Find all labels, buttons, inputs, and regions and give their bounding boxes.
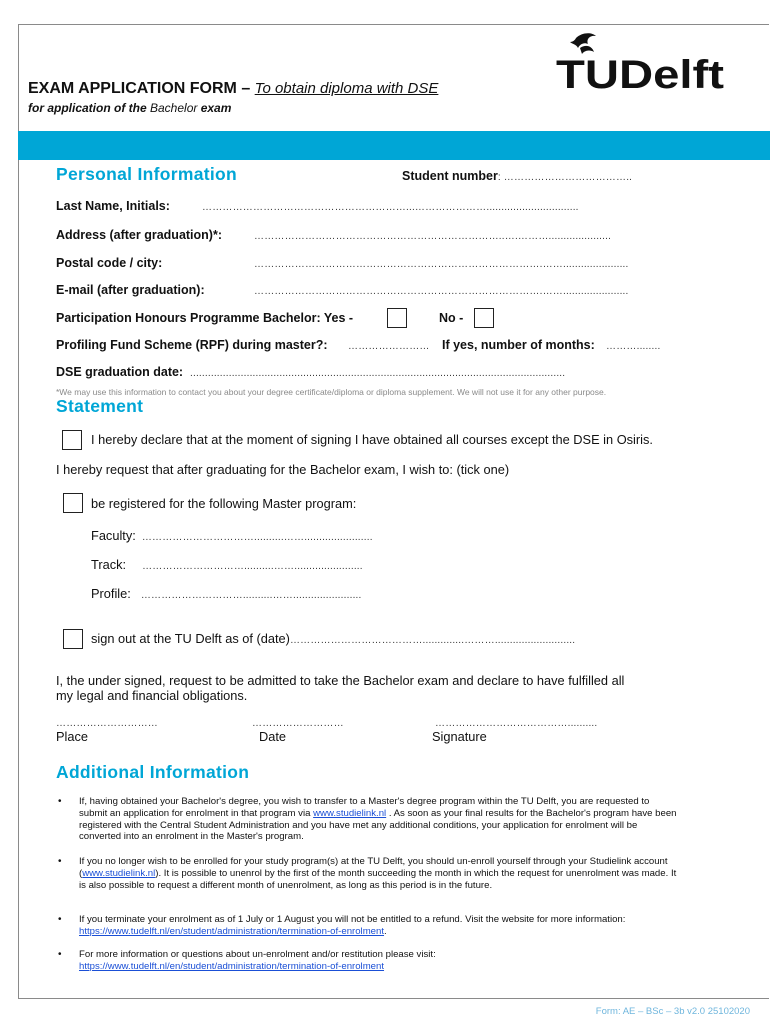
address-field[interactable]: ………………………………………………………………..….………..................... (254, 231, 612, 242)
privacy-note: *We may use this information to contact you about your degree certificate/diploma or diploma supplement. We will not use it for any other purpose. (56, 387, 607, 397)
address-label: Address (after graduation)*: (56, 228, 222, 242)
termination-link[interactable]: https://www.tudelft.nl/en/student/administration/termination-of-enrolment (79, 925, 385, 937)
list-item: If you no longer wish to be enrolled for your study program(s) at the TU Delft, you should un-enroll yourself through your Studielink account (www.studielink.nl). It is possible to unenrol by the first of the month succeeding the month in which the request for unenrolment was made. It is also possible to request a different month of unenrolment, as long as this period is in the future. (79, 856, 677, 891)
bullet-icon: • (58, 914, 62, 925)
postal-field[interactable]: ………………………………………………………………………….……...................... (254, 259, 629, 270)
student-number-field[interactable]: Student number: ……………………………….. (402, 169, 633, 183)
master-option-checkbox[interactable] (63, 493, 83, 513)
bullet-icon: • (58, 856, 62, 867)
track-field[interactable]: Track: …………………………..........……....................... (91, 557, 363, 572)
last-name-field[interactable]: ……………………………………………………...…………………............................... (202, 202, 579, 213)
statement-heading: Statement (56, 396, 144, 416)
header-accent-bar (18, 131, 770, 160)
signout-option-checkbox[interactable] (63, 629, 83, 649)
bullet-icon: • (58, 796, 62, 807)
additional-info-heading: Additional Information (56, 762, 250, 782)
postal-label: Postal code / city: (56, 256, 163, 270)
undersigned-line-2: my legal and financial obligations. (56, 688, 248, 703)
form-title: EXAM APPLICATION FORM – To obtain diploma with DSE (28, 80, 439, 97)
termination-link[interactable]: https://www.tudelft.nl/en/student/administration/termination-of-enrolment (79, 960, 385, 972)
request-text: I hereby request that after graduating for the Bachelor exam, I wish to: (tick one) (56, 462, 510, 477)
rpf-field[interactable]: …………………… (348, 341, 430, 352)
declare-text: I hereby declare that at the moment of signing I have obtained all courses except the DSE in Osiris. (91, 432, 653, 447)
rpf-months-field[interactable]: ………........ (606, 341, 661, 352)
studielink-link[interactable]: www.studielink.nl (313, 807, 387, 819)
declare-checkbox[interactable] (62, 430, 82, 450)
tudelft-logo (556, 30, 726, 96)
studielink-link[interactable]: www.studielink.nl (82, 867, 156, 879)
signature-label: Signature (432, 729, 487, 744)
personal-info-heading: Personal Information (56, 164, 238, 184)
list-item: If you terminate your enrolment as of 1 July or 1 August you will not be entitled to a refund. Visit the website for more information: https://www.tudelft.nl/en/student/administration/termination-of-enrolment. (79, 914, 626, 937)
list-item: If, having obtained your Bachelor's degree, you wish to transfer to a Master's degree program within the TU Delft, you are requested to submit an application for enrolment in that program via www.studielink.nl . As soon as your final results for the Bachelor's program have been registered with the Central Student Administration and you have met any additional conditions, your application for enrolment will be converted into an enrolment in the Master's program. (79, 796, 677, 843)
signature-field[interactable]: ………………………………….......... (435, 718, 598, 729)
honours-yes-checkbox[interactable] (387, 308, 407, 328)
place-field[interactable]: ………………………… (56, 718, 158, 729)
email-field[interactable]: ………………………………………………………………………….……...................... (254, 286, 629, 297)
undersigned-line-1: I, the under signed, request to be admitted to take the Bachelor exam and declare to have fulfilled all (56, 673, 625, 688)
date-field[interactable]: ……………………… (252, 718, 344, 729)
rpf-months-label: If yes, number of months: (442, 338, 595, 352)
profile-field[interactable]: Profile: …………………………..........……....................... (91, 586, 362, 601)
signout-field[interactable]: sign out at the TU Delft as of (date)…………………………………..............………........................... (91, 631, 576, 646)
honours-no-label: No - (439, 311, 464, 325)
dse-date-field[interactable]: .............................................................................................................................. (190, 368, 566, 379)
date-label: Date (259, 729, 287, 744)
svg-text:TUDelft: TUDelft (556, 53, 724, 96)
email-label: E-mail (after graduation): (56, 283, 205, 297)
place-label: Place (56, 729, 89, 744)
form-code: Form: AE – BSc – 3b v2.0 25102020 (595, 1006, 750, 1017)
list-item: For more information or questions about un-enrolment and/or restitution please visit: https://www.tudelft.nl/en/student/administration/termination-of-enrolment (79, 949, 436, 972)
faculty-field[interactable]: Faculty: ……………………………..........……....................... (91, 528, 373, 543)
honours-no-checkbox[interactable] (474, 308, 494, 328)
master-option-text: be registered for the following Master program: (91, 496, 357, 511)
bullet-icon: • (58, 949, 62, 960)
form-subtitle: for application of the Bachelor exam (28, 101, 232, 115)
flame-icon (570, 33, 596, 54)
dse-date-label: DSE graduation date: (56, 365, 184, 379)
honours-label: Participation Honours Programme Bachelor: Yes - (56, 311, 354, 325)
rpf-label: Profiling Fund Scheme (RPF) during master?: (56, 338, 328, 352)
last-name-label: Last Name, Initials: (56, 199, 170, 213)
